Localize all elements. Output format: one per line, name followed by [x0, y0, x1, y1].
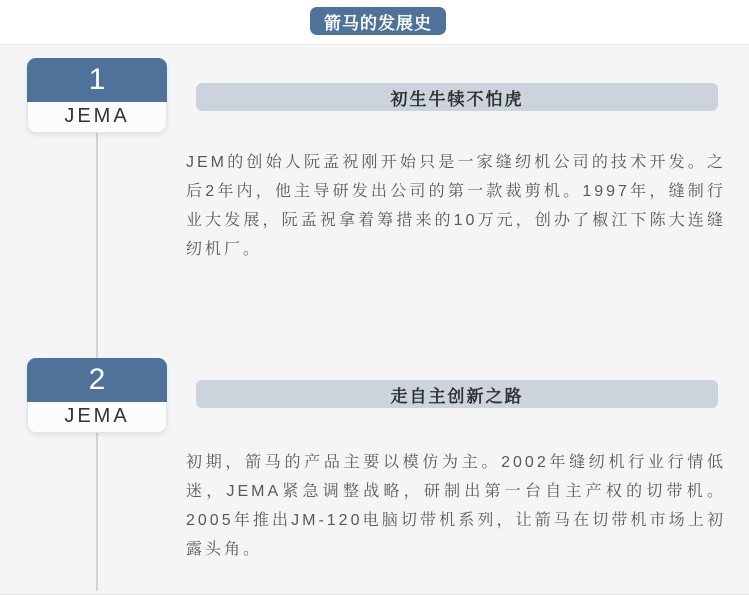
- section-1-heading: 初生牛犊不怕虎: [196, 83, 718, 111]
- timeline-node-2: [27, 358, 167, 433]
- step-number-2: 2: [27, 358, 167, 402]
- step-number-1: 1: [27, 58, 167, 102]
- section-2-heading: 走自主创新之路: [196, 380, 718, 408]
- page-title: 箭马的发展史: [310, 7, 446, 35]
- brand-label-2: JEMA: [27, 402, 167, 433]
- section-1-paragraph: JEM的创始人阮孟祝刚开始只是一家缝纫机公司的技术开发。之后2年内，他主导研发出公司的第一款裁剪机。1997年，缝制行业大发展，阮孟祝拿着筹措来的10万元，创办了椒江下陈大连缝纫机厂。: [186, 154, 726, 258]
- timeline-node-1: [27, 58, 167, 133]
- brand-label-1: JEMA: [27, 102, 167, 133]
- section-2-paragraph: 初期，箭马的产品主要以模仿为主。2002年缝纫机行业行情低迷，JEMA紧急调整战略，研制出第一台自主产权的切带机。2005年推出JM-120电脑切带机系列，让箭马在切带机市场上初露头角。: [186, 454, 726, 558]
